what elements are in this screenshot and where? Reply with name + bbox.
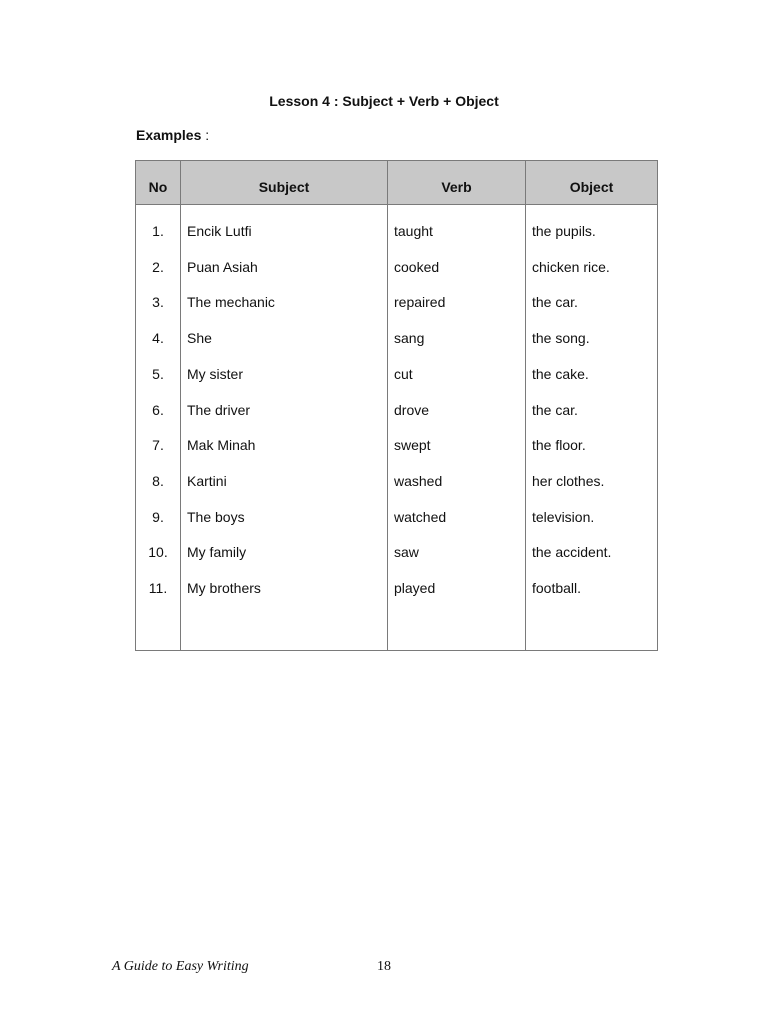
row-subject: The boys	[187, 508, 245, 525]
row-number: 4.	[152, 330, 164, 347]
row-subject: My family	[187, 544, 247, 561]
row-verb: played	[394, 580, 436, 596]
footer-book-title: A Guide to Easy Writing	[112, 959, 249, 974]
row-subject: Mak Minah	[187, 437, 256, 454]
table-row	[136, 435, 657, 471]
row-object: the cake.	[532, 365, 589, 382]
table-row	[136, 364, 657, 400]
row-subject: Puan Asiah	[187, 258, 258, 275]
examples-colon: :	[201, 127, 210, 143]
examples-label	[136, 127, 209, 143]
table-row	[136, 507, 657, 543]
table-header	[136, 161, 657, 205]
row-subject: Encik Lutfi	[187, 223, 252, 239]
row-object: the car.	[532, 294, 578, 311]
row-object: the song.	[532, 330, 590, 347]
row-object: the floor.	[532, 437, 586, 454]
table-row	[136, 292, 657, 328]
row-subject: The driver	[187, 401, 251, 418]
row-verb: cut	[394, 365, 413, 382]
row-verb: watched	[394, 508, 447, 525]
row-number: 5.	[152, 365, 164, 382]
table-row	[136, 400, 657, 436]
page-number: 18	[377, 959, 391, 974]
row-subject: My sister	[187, 365, 243, 382]
row-object: the car.	[532, 401, 578, 418]
header-subject: Subject	[258, 179, 310, 195]
lesson-title: Lesson 4 : Subject + Verb + Object	[269, 93, 499, 109]
row-object: chicken rice.	[532, 258, 610, 275]
header-object: Object	[569, 179, 614, 195]
row-subject: She	[187, 330, 212, 347]
row-object: television.	[532, 508, 595, 525]
row-subject: My brothers	[187, 580, 261, 596]
examples-label-text: Examples	[136, 127, 202, 143]
row-verb: repaired	[394, 294, 446, 311]
row-subject: Kartini	[187, 472, 227, 489]
row-object: football.	[532, 580, 582, 596]
table-row	[136, 542, 657, 578]
row-subject: The mechanic	[187, 294, 275, 311]
table-row	[136, 578, 657, 614]
row-number: 1.	[152, 223, 164, 239]
row-number: 7.	[152, 437, 164, 454]
row-number: 9.	[152, 508, 164, 525]
row-object: the accident.	[532, 544, 612, 561]
row-verb: saw	[394, 544, 419, 561]
row-verb: washed	[394, 472, 443, 489]
row-number: 2.	[152, 258, 164, 275]
row-number: 8.	[152, 472, 164, 489]
table-row	[136, 328, 657, 364]
row-verb: drove	[394, 401, 430, 418]
examples-table	[135, 160, 658, 651]
table-row	[136, 257, 657, 293]
row-verb: swept	[394, 437, 431, 454]
row-number: 6.	[152, 401, 164, 418]
table-row	[136, 221, 657, 257]
row-verb: cooked	[394, 258, 440, 275]
row-number: 11.	[148, 580, 168, 596]
row-object: the pupils.	[532, 223, 596, 239]
header-verb: Verb	[441, 179, 472, 195]
row-verb: taught	[394, 223, 433, 239]
row-number: 10.	[148, 544, 168, 561]
header-no: No	[148, 179, 168, 195]
row-object: her clothes.	[532, 472, 605, 489]
row-verb: sang	[394, 330, 425, 347]
row-number: 3.	[152, 294, 164, 311]
table-row	[136, 471, 657, 507]
